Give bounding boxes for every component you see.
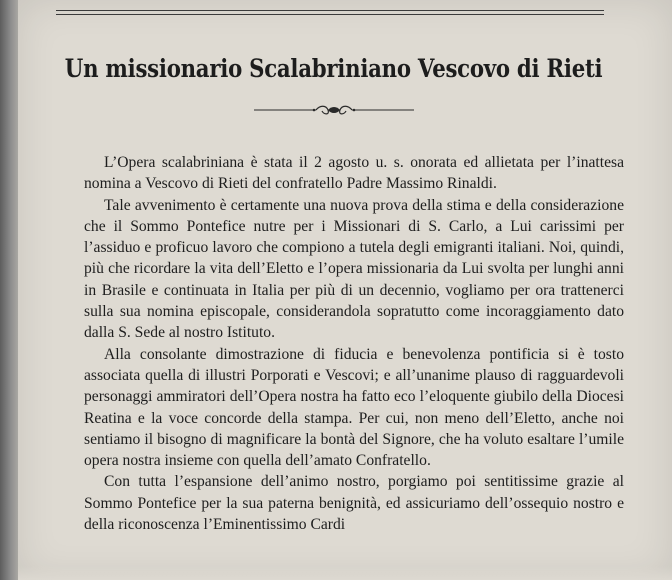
paragraph: Tale avvenimento è certamente una nuova prova della stima e della considerazione che il Sommo Pontefice nutre per i Missionari di S. Carlo, a Lui carissimi per l’assiduo e proficuo lavoro che compiono a tutela degli emigranti italiani. Noi, quindi, più che ricordare la vita dell’Eletto e l’opera missionaria da Lui svolta per lunghi anni in Brasile e continuata in Italia per più di un decennio, vogliamo per ora trattenerci sulla sua nomina episcopale, considerandola sopratutto come incoraggiamento dato dalla S. Sede al nostro Istituto.	[84, 196, 624, 342]
paragraph: Alla consolante dimostrazione di fiducia e benevolenza pontificia si è tosto associata quella di illustri Porporati e Vescovi; e all’unanime plauso di ragguardevoli personaggi ammiratori dell’Opera nostra ha fatto eco l’eloquente giubilo della Diocesi Reatina e la voce concorde della stampa. Per cui, non meno dell’Eletto, anche noi sentiamo il bisogno di magnificare la bontà del Signore, che ha voluto esaltare l’umile opera nostra insieme con quella dell’amato Confratello.	[84, 345, 624, 470]
document-page	[18, 0, 672, 580]
paragraph: L’Opera scalabriniana è stata il 2 agosto u. s. onorata ed allietata per l’inattesa nomina a Vescovo di Rieti del confratello Padre Massimo Rinaldi.	[84, 154, 624, 193]
paragraph: Con tutta l’espansione dell’animo nostro, porgiamo poi sentitissime grazie al Sommo Pontefice per la sua paterna benignità, ed assicuriamo dell’ossequio nostro e della riconoscenza l’Eminentissimo Cardi	[84, 473, 624, 534]
page-bottom-fade	[18, 566, 672, 580]
scan-left-edge	[0, 0, 18, 580]
scroll-ornament-icon	[254, 103, 414, 117]
article-body	[84, 152, 624, 535]
header-double-rule	[56, 10, 604, 15]
article-title: Un missionario Scalabriniano Vescovo di Rieti	[64, 54, 603, 83]
